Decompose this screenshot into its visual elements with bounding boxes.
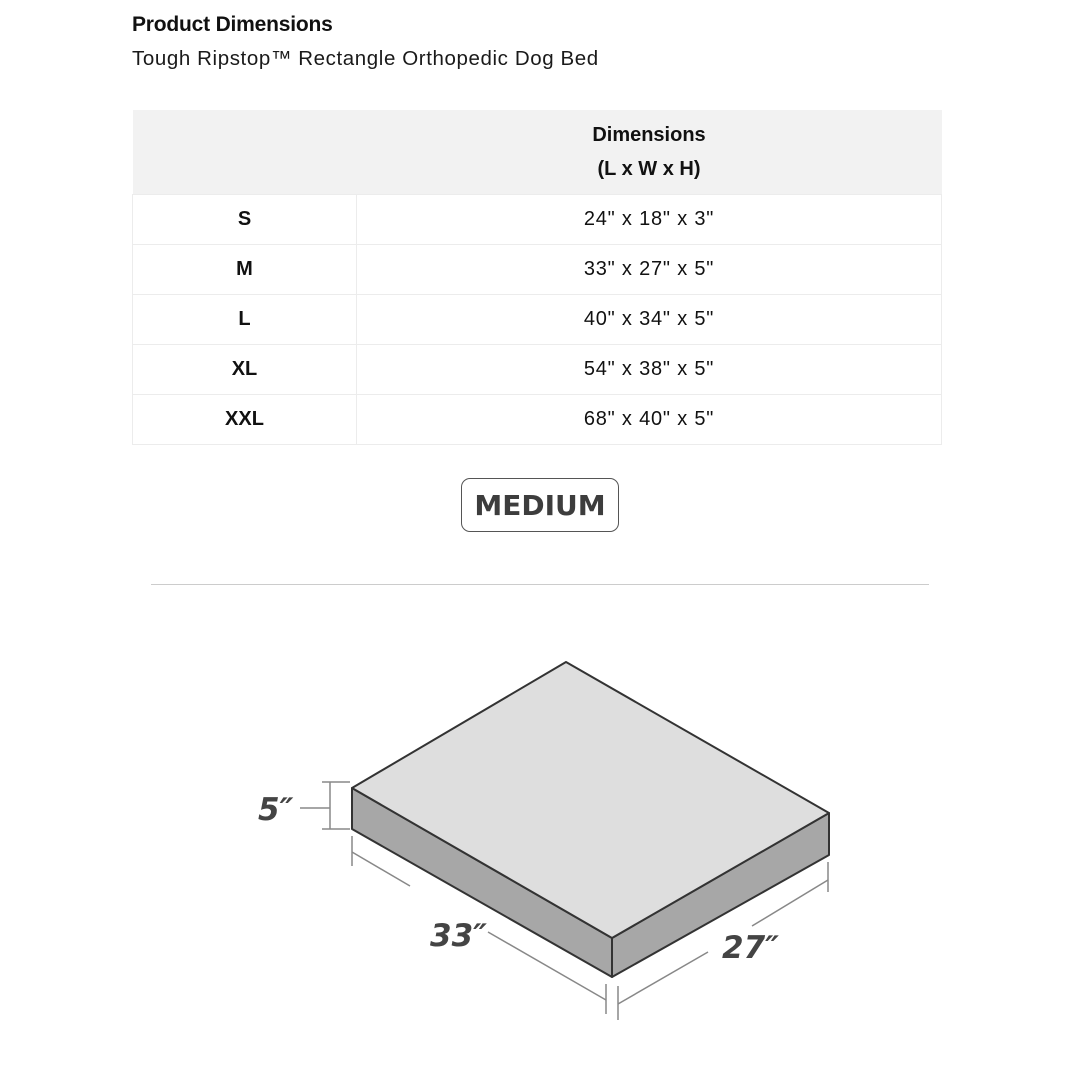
- dimensions-header-title: Dimensions: [592, 124, 706, 146]
- size-cell: L: [133, 295, 357, 345]
- size-cell: XXL: [133, 395, 357, 445]
- dimensions-cell: 54" x 38" x 5": [357, 345, 942, 395]
- size-cell: S: [133, 195, 357, 245]
- bed-top-face: [352, 662, 829, 938]
- dimensions-cell: 24" x 18" x 3": [357, 195, 942, 245]
- dimensions-header-units: (L x W x H): [597, 158, 701, 180]
- width-label: 27″: [722, 930, 779, 966]
- size-cell: XL: [133, 345, 357, 395]
- product-name: Tough Ripstop™ Rectangle Orthopedic Dog Bed: [132, 47, 599, 70]
- height-dimension: [300, 782, 350, 829]
- height-label: 5″: [258, 792, 294, 828]
- page-title: Product Dimensions: [132, 13, 333, 36]
- size-cell: M: [133, 245, 357, 295]
- dimensions-cell: 40" x 34" x 5": [357, 295, 942, 345]
- size-badge: MEDIUM: [461, 478, 619, 532]
- dimensions-cell: 33" x 27" x 5": [357, 245, 942, 295]
- length-label: 33″: [430, 918, 487, 954]
- dimensions-cell: 68" x 40" x 5": [357, 395, 942, 445]
